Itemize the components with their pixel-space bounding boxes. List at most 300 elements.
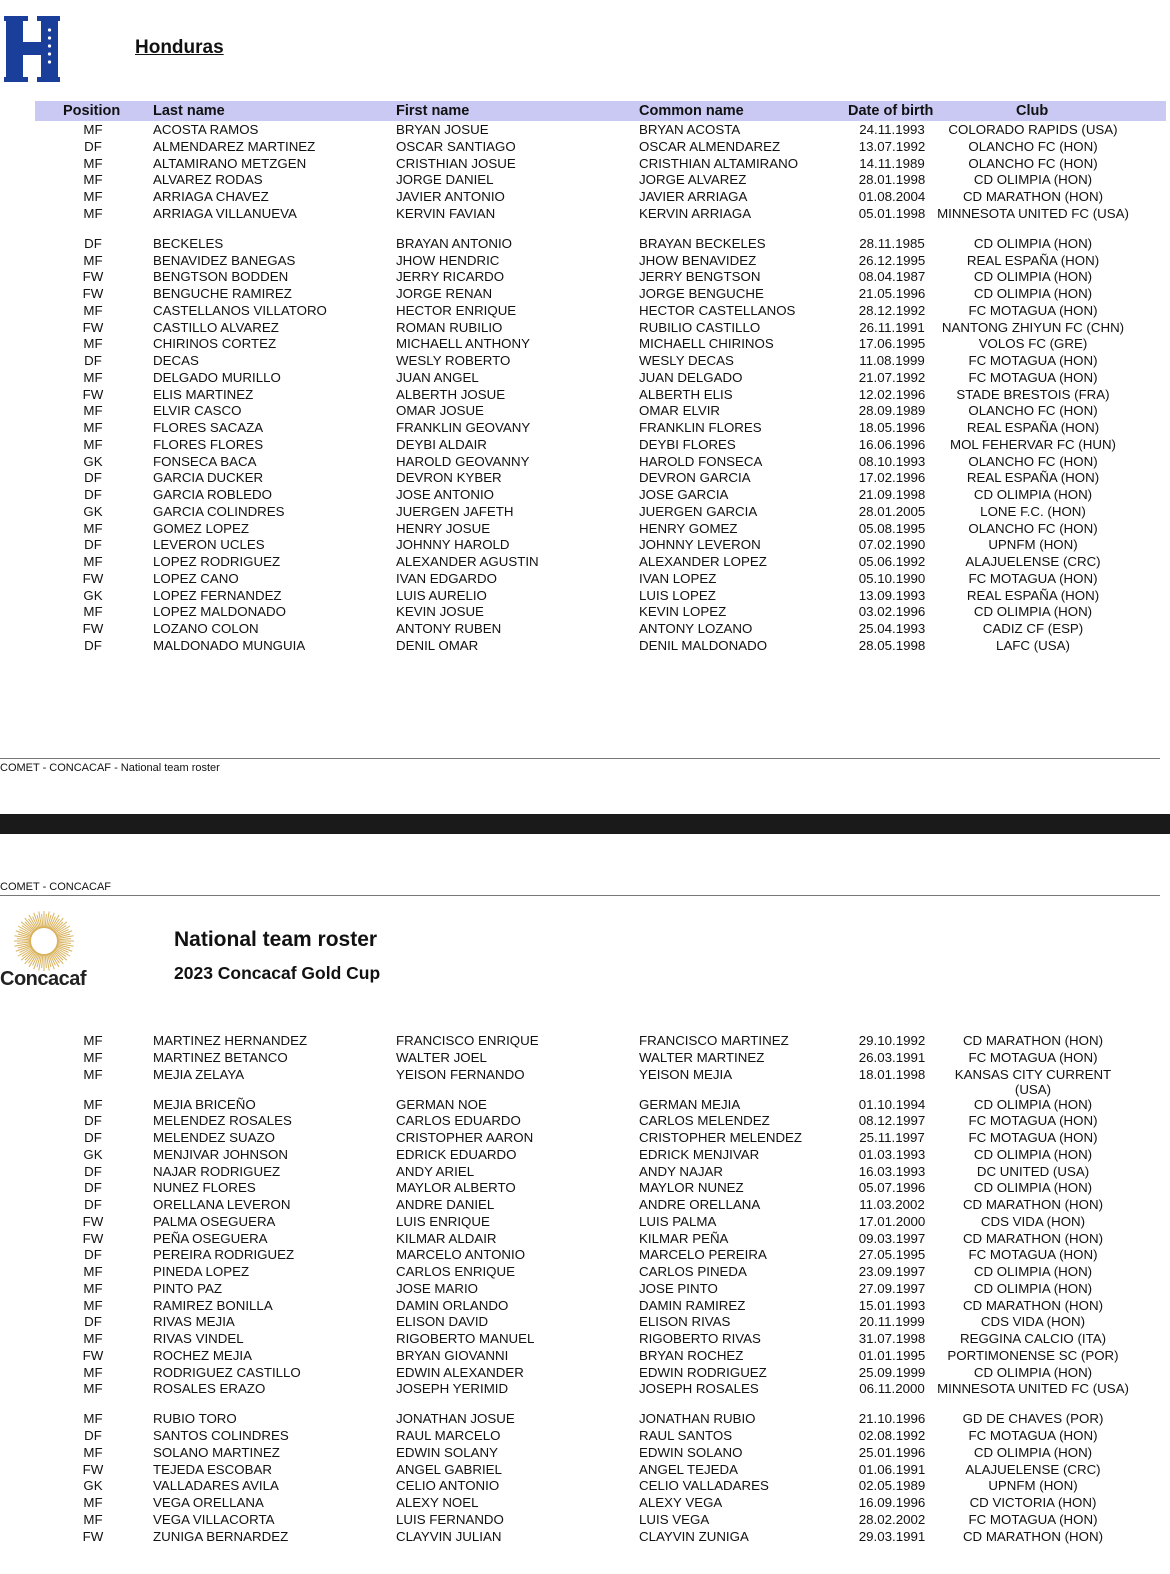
common-name-cell: RAUL SANTOS [639, 1428, 733, 1443]
common-name-cell: IVAN LOPEZ [639, 570, 717, 586]
last-name-cell: CHIRINOS CORTEZ [153, 336, 277, 352]
table-row [0, 1164, 1170, 1180]
common-name-cell: MARCELO PEREIRA [639, 1247, 767, 1263]
date-of-birth-cell: 27.09.1997 [858, 1280, 926, 1296]
common-name-cell: JOSE GARCIA [639, 487, 729, 502]
table-row [0, 387, 1170, 403]
last-name-cell: RODRIGUEZ CASTILLO [153, 1364, 301, 1380]
date-of-birth-cell: 17.02.1996 [858, 470, 926, 486]
date-of-birth-cell: 26.12.1995 [858, 252, 926, 268]
table-row [0, 1411, 1170, 1427]
last-name-cell: GOMEZ LOPEZ [153, 520, 250, 536]
date-of-birth-cell: 25.09.1999 [858, 1364, 926, 1380]
last-name-cell: RIVAS MEJIA [153, 1314, 235, 1330]
common-name-cell: KILMAR PEÑA [639, 1230, 729, 1246]
club-cell: FC MOTAGUA (HON) [968, 1130, 1098, 1145]
club-cell: CD MARATHON (HON) [962, 1297, 1104, 1313]
club-cell: FC MOTAGUA (HON) [968, 302, 1098, 318]
position-cell: MF [83, 436, 103, 452]
last-name-cell: ALTAMIRANO METZGEN [153, 155, 307, 171]
date-of-birth-cell: 07.02.1990 [858, 537, 926, 553]
header-date-of-birth: Date of birth [848, 103, 934, 119]
table-row [0, 1512, 1170, 1528]
date-of-birth-cell: 28.11.1985 [859, 235, 925, 251]
concacaf-sun-icon [13, 910, 75, 972]
club-cell: CD OLIMPIA (HON) [973, 487, 1093, 502]
table-row [0, 336, 1170, 352]
date-of-birth-cell: 23.09.1997 [858, 1264, 926, 1279]
position-cell: DF [84, 1314, 102, 1330]
table-row [0, 1214, 1170, 1230]
first-name-cell: MAYLOR ALBERTO [396, 1180, 516, 1196]
last-name-cell: GARCIA DUCKER [153, 470, 264, 486]
position-cell: MF [83, 1096, 103, 1112]
position-cell: DF [84, 138, 102, 154]
date-of-birth-cell: 13.09.1993 [858, 587, 926, 603]
position-cell: DF [84, 487, 102, 502]
club-cell: REAL ESPAÑA (HON) [966, 470, 1100, 486]
club-cell: OLANCHO FC (HON) [968, 138, 1098, 154]
common-name-cell: JUAN DELGADO [639, 369, 743, 385]
first-name-cell: EDWIN ALEXANDER [396, 1364, 524, 1380]
date-of-birth-cell: 29.03.1991 [858, 1528, 926, 1544]
date-of-birth-cell: 27.05.1995 [858, 1247, 926, 1263]
table-row [0, 1097, 1170, 1113]
club-cell: UPNFM (HON) [988, 1478, 1078, 1494]
common-name-cell: EDRICK MENJIVAR [639, 1146, 760, 1162]
last-name-cell: DECAS [153, 353, 199, 368]
header-club: Club [1016, 103, 1049, 119]
team-title: Honduras [135, 37, 224, 58]
table-row [0, 1247, 1170, 1263]
last-name-cell: CASTILLO ALVAREZ [153, 319, 279, 335]
common-name-cell: WALTER MARTINEZ [639, 1049, 765, 1065]
header-common-name: Common name [639, 103, 744, 119]
last-name-cell: NUNEZ FLORES [153, 1180, 256, 1196]
first-name-cell: LUIS FERNANDO [396, 1511, 504, 1527]
table-row [0, 554, 1170, 570]
position-cell: MF [83, 189, 103, 204]
position-cell: GK [83, 587, 103, 603]
club-cell: CD OLIMPIA (HON) [973, 172, 1093, 188]
common-name-cell: RUBILIO CASTILLO [639, 319, 761, 335]
last-name-cell: ARRIAGA VILLANUEVA [153, 205, 297, 221]
last-name-cell: ZUNIGA BERNARDEZ [153, 1528, 289, 1544]
position-cell: MF [83, 403, 103, 419]
table-row [0, 1495, 1170, 1511]
common-name-cell: EDWIN SOLANO [639, 1444, 743, 1460]
position-cell: FW [82, 1213, 104, 1229]
common-name-cell: BRAYAN BECKELES [639, 235, 766, 251]
date-of-birth-cell: 25.04.1993 [858, 621, 926, 636]
last-name-cell: PEREIRA RODRIGUEZ [153, 1247, 295, 1263]
table-row [0, 1462, 1170, 1478]
last-name-cell: TEJEDA ESCOBAR [153, 1461, 272, 1477]
position-cell: MF [83, 172, 103, 188]
first-name-cell: ALEXY NOEL [396, 1495, 479, 1510]
last-name-cell: VEGA ORELLANA [153, 1495, 264, 1510]
last-name-cell: FLORES SACAZA [153, 420, 264, 435]
table-row [0, 437, 1170, 453]
position-cell: FW [82, 319, 104, 335]
date-of-birth-cell: 28.12.1992 [858, 302, 926, 318]
position-cell: FW [82, 621, 104, 636]
club-cell: FC MOTAGUA (HON) [968, 369, 1098, 385]
position-cell: DF [84, 1247, 102, 1263]
club-cell: CD MARATHON (HON) [962, 1033, 1104, 1048]
first-name-cell: EDRICK EDUARDO [396, 1146, 517, 1162]
common-name-cell: CLAYVIN ZUNIGA [639, 1528, 749, 1544]
position-cell: DF [84, 1180, 102, 1196]
common-name-cell: JOSEPH ROSALES [639, 1381, 759, 1397]
club-cell: CD OLIMPIA (HON) [973, 235, 1093, 251]
position-cell: MF [83, 1297, 103, 1313]
date-of-birth-cell: 26.11.1991 [859, 319, 925, 335]
last-name-cell: DELGADO MURILLO [153, 369, 281, 385]
date-of-birth-cell: 02.05.1989 [858, 1478, 926, 1494]
last-name-cell: MALDONADO MUNGUIA [153, 637, 306, 653]
position-cell: MF [83, 1264, 103, 1279]
position-cell: DF [84, 1428, 102, 1443]
last-name-cell: RIVAS VINDEL [153, 1331, 244, 1346]
common-name-cell: JERRY BENGTSON [639, 269, 761, 285]
position-cell: FW [82, 1230, 104, 1246]
first-name-cell: ANDY ARIEL [396, 1163, 475, 1179]
last-name-cell: MELENDEZ SUAZO [153, 1130, 275, 1145]
common-name-cell: HAROLD FONSECA [639, 453, 763, 469]
common-name-cell: CRISTHIAN ALTAMIRANO [639, 155, 799, 171]
date-of-birth-cell: 17.01.2000 [858, 1213, 926, 1229]
common-name-cell: LUIS VEGA [639, 1511, 710, 1527]
first-name-cell: JORGE RENAN [396, 286, 493, 301]
first-name-cell: KERVIN FAVIAN [396, 205, 496, 221]
last-name-cell: LOPEZ MALDONADO [153, 604, 286, 620]
common-name-cell: JAVIER ARRIAGA [639, 189, 748, 204]
page-header: COMET - CONCACAF [0, 881, 112, 893]
club-cell: NANTONG ZHIYUN FC (CHN) [941, 319, 1125, 335]
date-of-birth-cell: 25.01.1996 [858, 1444, 926, 1460]
date-of-birth-cell: 06.11.2000 [859, 1381, 925, 1397]
position-cell: GK [83, 1146, 103, 1162]
first-name-cell: ALBERTH JOSUE [396, 386, 506, 402]
common-name-cell: FRANKLIN FLORES [639, 420, 762, 435]
date-of-birth-cell: 05.10.1990 [858, 570, 926, 586]
first-name-cell: IVAN EDGARDO [396, 570, 497, 586]
common-name-cell: JOSE PINTO [639, 1280, 718, 1296]
club-cell: CADIZ CF (ESP) [982, 621, 1084, 636]
table-row [0, 353, 1170, 369]
common-name-cell: JORGE ALVAREZ [639, 172, 747, 188]
position-cell: MF [83, 252, 103, 268]
club-cell: STADE BRESTOIS (FRA) [956, 386, 1110, 402]
club-cell: LONE F.C. (HON) [980, 503, 1086, 519]
last-name-cell: RUBIO TORO [153, 1411, 237, 1427]
date-of-birth-cell: 21.10.1996 [858, 1411, 926, 1427]
date-of-birth-cell: 28.05.1998 [858, 637, 926, 653]
table-row [0, 571, 1170, 587]
common-name-cell: GERMAN MEJIA [639, 1096, 741, 1112]
table-row [0, 1033, 1170, 1049]
date-of-birth-cell: 26.03.1991 [858, 1049, 926, 1065]
position-cell: DF [84, 1163, 102, 1179]
table-row [0, 1445, 1170, 1461]
last-name-cell: BENAVIDEZ BANEGAS [153, 252, 296, 268]
club-cell: CD MARATHON (HON) [962, 1230, 1104, 1246]
position-cell: FW [82, 269, 104, 285]
common-name-cell: CARLOS MELENDEZ [639, 1113, 770, 1129]
club-cell: CDS VIDA (HON) [980, 1314, 1086, 1330]
header-last-name: Last name [153, 103, 225, 119]
date-of-birth-cell: 20.11.1999 [859, 1314, 925, 1330]
common-name-cell: DENIL MALDONADO [639, 637, 768, 653]
last-name-cell: LEVERON UCLES [153, 537, 265, 553]
club-cell: CD MARATHON (HON) [962, 1528, 1104, 1544]
table-row [0, 1197, 1170, 1213]
header-first-name: First name [396, 103, 470, 119]
common-name-cell: FRANCISCO MARTINEZ [639, 1033, 789, 1048]
first-name-cell: CELIO ANTONIO [396, 1478, 500, 1494]
date-of-birth-cell: 28.02.2002 [858, 1511, 926, 1527]
date-of-birth-cell: 16.09.1996 [858, 1495, 926, 1510]
position-cell: MF [83, 122, 103, 137]
last-name-cell: ORELLANA LEVERON [153, 1197, 291, 1212]
position-cell: MF [83, 1364, 103, 1380]
position-cell: MF [83, 1049, 103, 1065]
table-row [0, 638, 1170, 654]
position-cell: DF [84, 637, 102, 653]
last-name-cell: GARCIA COLINDRES [153, 503, 285, 519]
first-name-cell: RAUL MARCELO [396, 1428, 501, 1443]
table-row [0, 1314, 1170, 1330]
last-name-cell: VEGA VILLACORTA [153, 1511, 275, 1527]
table-row [0, 303, 1170, 319]
date-of-birth-cell: 21.09.1998 [858, 487, 926, 502]
common-name-cell: HECTOR CASTELLANOS [639, 302, 796, 318]
header-divider [0, 895, 1160, 896]
last-name-cell: MARTINEZ BETANCO [153, 1049, 288, 1065]
date-of-birth-cell: 29.10.1992 [858, 1033, 926, 1048]
date-of-birth-cell: 25.11.1997 [859, 1130, 925, 1145]
date-of-birth-cell: 15.01.1993 [858, 1297, 926, 1313]
table-row [0, 189, 1170, 205]
first-name-cell: WALTER JOEL [396, 1049, 487, 1065]
common-name-cell: LUIS PALMA [639, 1213, 717, 1229]
club-cell: ALAJUELENSE (CRC) [965, 1461, 1101, 1477]
club-cell: MINNESOTA UNITED FC (USA) [937, 1381, 1129, 1397]
date-of-birth-cell: 03.02.1996 [858, 604, 926, 620]
date-of-birth-cell: 16.03.1993 [858, 1163, 926, 1179]
common-name-cell: YEISON MEJIA [639, 1066, 733, 1082]
last-name-cell: NAJAR RODRIGUEZ [153, 1163, 281, 1179]
common-name-cell: MAYLOR NUNEZ [639, 1180, 744, 1196]
last-name-cell: MENJIVAR JOHNSON [153, 1146, 288, 1162]
common-name-cell: DAMIN RAMIREZ [639, 1297, 746, 1313]
club-cell: CD OLIMPIA (HON) [973, 1096, 1093, 1112]
common-name-cell: ANDY NAJAR [639, 1163, 723, 1179]
footer-divider [0, 758, 1160, 759]
table-row [0, 236, 1170, 252]
first-name-cell: CARLOS ENRIQUE [396, 1264, 515, 1279]
position-cell: MF [83, 1066, 103, 1082]
first-name-cell: KILMAR ALDAIR [396, 1230, 497, 1246]
club-cell: FC MOTAGUA (HON) [968, 570, 1098, 586]
first-name-cell: HECTOR ENRIQUE [396, 302, 517, 318]
date-of-birth-cell: 18.05.1996 [858, 420, 926, 435]
tournament-subtitle: 2023 Concacaf Gold Cup [174, 963, 381, 983]
first-name-cell: LUIS AURELIO [396, 587, 487, 603]
table-row [0, 1281, 1170, 1297]
table-row [0, 206, 1170, 236]
club-cell: CD OLIMPIA (HON) [973, 604, 1093, 620]
last-name-cell: GARCIA ROBLEDO [153, 487, 272, 502]
date-of-birth-cell: 14.11.1989 [859, 155, 925, 171]
date-of-birth-cell: 05.07.1996 [858, 1180, 926, 1196]
first-name-cell: FRANCISCO ENRIQUE [396, 1033, 539, 1048]
table-row [0, 156, 1170, 172]
common-name-cell: JOHNNY LEVERON [639, 537, 761, 553]
date-of-birth-cell: 08.12.1997 [858, 1113, 926, 1129]
table-row [0, 504, 1170, 520]
first-name-cell: OMAR JOSUE [396, 403, 484, 419]
position-cell: GK [83, 1478, 103, 1494]
table-header [35, 101, 1166, 121]
date-of-birth-cell: 17.06.1995 [858, 336, 926, 352]
table-row [0, 1365, 1170, 1381]
first-name-cell: RIGOBERTO MANUEL [396, 1331, 535, 1346]
position-cell: MF [83, 1033, 103, 1048]
common-name-cell: BRYAN ACOSTA [639, 122, 741, 137]
page-separator [0, 814, 1170, 834]
first-name-cell: MARCELO ANTONIO [396, 1247, 526, 1263]
position-cell: MF [83, 1381, 103, 1397]
table-row [0, 403, 1170, 419]
last-name-cell: ACOSTA RAMOS [153, 122, 259, 137]
roster-title: National team roster [174, 928, 378, 951]
common-name-cell: ANDRE ORELLANA [639, 1197, 761, 1212]
table-row [0, 487, 1170, 503]
first-name-cell: GERMAN NOE [396, 1096, 487, 1112]
position-cell: MF [83, 155, 103, 171]
date-of-birth-cell: 01.08.2004 [858, 189, 926, 204]
first-name-cell: JOSE ANTONIO [396, 487, 495, 502]
last-name-cell: ALMENDAREZ MARTINEZ [153, 138, 316, 154]
table-row [0, 1298, 1170, 1314]
club-cell: FC MOTAGUA (HON) [968, 1428, 1098, 1443]
first-name-cell: BRAYAN ANTONIO [396, 235, 513, 251]
date-of-birth-cell: 18.01.1998 [858, 1066, 926, 1082]
club-cell: UPNFM (HON) [988, 537, 1078, 553]
common-name-cell: ANGEL TEJEDA [639, 1461, 739, 1477]
first-name-cell: ANDRE DANIEL [396, 1197, 495, 1212]
first-name-cell: JORGE DANIEL [396, 172, 494, 188]
common-name-cell: ELISON RIVAS [639, 1314, 731, 1330]
table-row [0, 320, 1170, 336]
position-cell: DF [84, 537, 102, 553]
club-cell: CD OLIMPIA (HON) [973, 1180, 1093, 1196]
last-name-cell: ALVAREZ RODAS [153, 172, 263, 188]
position-cell: MF [83, 205, 103, 221]
first-name-cell: ROMAN RUBILIO [396, 319, 503, 335]
first-name-cell: ANTONY RUBEN [396, 621, 502, 636]
position-cell: MF [83, 554, 103, 569]
last-name-cell: LOZANO COLON [153, 621, 259, 636]
table-row [0, 253, 1170, 269]
first-name-cell: CARLOS EDUARDO [396, 1113, 521, 1129]
club-cell: MINNESOTA UNITED FC (USA) [937, 205, 1129, 221]
common-name-cell: MICHAELL CHIRINOS [639, 336, 774, 352]
club-cell: CD MARATHON (HON) [962, 1197, 1104, 1212]
first-name-cell: HAROLD GEOVANNY [396, 453, 530, 469]
first-name-cell: DEYBI ALDAIR [396, 436, 487, 452]
first-name-cell: CLAYVIN JULIAN [396, 1528, 502, 1544]
first-name-cell: JUERGEN JAFETH [396, 503, 514, 519]
last-name-cell: RAMIREZ BONILLA [153, 1297, 273, 1313]
date-of-birth-cell: 21.07.1992 [858, 369, 926, 385]
table-row [0, 1067, 1170, 1097]
club-cell: LAFC (USA) [996, 637, 1070, 653]
position-cell: MF [83, 1495, 103, 1510]
table-row [0, 269, 1170, 285]
table-row [0, 122, 1170, 138]
table-row [0, 1381, 1170, 1411]
table-row [0, 1147, 1170, 1163]
date-of-birth-cell: 28.01.1998 [858, 172, 926, 188]
last-name-cell: LOPEZ RODRIGUEZ [153, 554, 281, 569]
last-name-cell: PEÑA OSEGUERA [153, 1230, 268, 1246]
first-name-cell: BRYAN JOSUE [396, 122, 489, 137]
first-name-cell: ANGEL GABRIEL [396, 1461, 502, 1477]
common-name-cell: DEVRON GARCIA [639, 470, 751, 486]
date-of-birth-cell: 11.03.2002 [859, 1197, 925, 1212]
table-row [0, 521, 1170, 537]
club-cell: ALAJUELENSE (CRC) [965, 554, 1101, 569]
club-cell: FC MOTAGUA (HON) [968, 1049, 1098, 1065]
table-row [0, 1428, 1170, 1444]
common-name-cell: ALEXY VEGA [639, 1495, 723, 1510]
club-cell: CD OLIMPIA (HON) [973, 1146, 1093, 1162]
club-cell: DC UNITED (USA) [976, 1163, 1090, 1179]
table-row [0, 139, 1170, 155]
club-cell: COLORADO RAPIDS (USA) [948, 122, 1118, 137]
club-cell: FC MOTAGUA (HON) [968, 1511, 1098, 1527]
date-of-birth-cell: 12.02.1996 [858, 386, 926, 402]
roster-page-2 [0, 836, 1170, 1574]
date-of-birth-cell: 28.09.1989 [858, 403, 926, 419]
date-of-birth-cell: 01.03.1993 [858, 1146, 926, 1162]
common-name-cell: ANTONY LOZANO [639, 621, 753, 636]
table-row [0, 1130, 1170, 1146]
common-name-cell: BRYAN ROCHEZ [639, 1347, 744, 1363]
table-row [0, 470, 1170, 486]
position-cell: DF [84, 1197, 102, 1212]
position-cell: DF [84, 470, 102, 486]
club-cell: CD OLIMPIA (HON) [973, 286, 1093, 301]
position-cell: MF [83, 604, 103, 620]
first-name-cell: LUIS ENRIQUE [396, 1213, 490, 1229]
date-of-birth-cell: 31.07.1998 [858, 1331, 926, 1346]
common-name-cell: EDWIN RODRIGUEZ [639, 1364, 767, 1380]
club-cell: CDS VIDA (HON) [980, 1213, 1086, 1229]
common-name-cell: CELIO VALLADARES [639, 1478, 769, 1494]
last-name-cell: PINEDA LOPEZ [153, 1264, 250, 1279]
club-cell: CD OLIMPIA (HON) [973, 1280, 1093, 1296]
club-cell: OLANCHO FC (HON) [968, 155, 1098, 171]
table-row [0, 370, 1170, 386]
date-of-birth-cell: 05.08.1995 [858, 520, 926, 536]
first-name-cell: WESLY ROBERTO [396, 353, 511, 368]
common-name-cell: JORGE BENGUCHE [639, 286, 764, 301]
table-row [0, 604, 1170, 620]
